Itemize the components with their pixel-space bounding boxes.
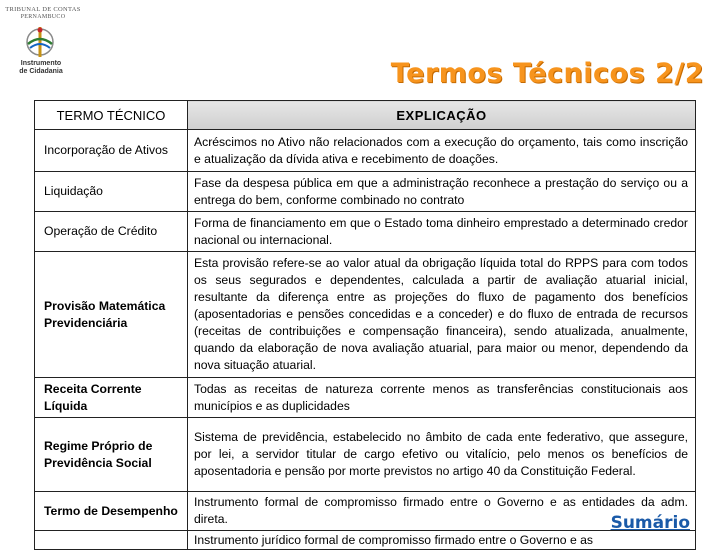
explanation-cell: Fase da despesa pública em que a administração reconhece a prestação do serviço ou a entrega do bem, conforme combinado no contrato xyxy=(188,172,696,212)
table-header-row xyxy=(35,101,696,130)
technical-terms-table xyxy=(34,100,696,550)
term-cell xyxy=(35,531,188,550)
coat-of-arms-icon xyxy=(22,24,58,60)
table-row xyxy=(35,172,696,212)
logo-caption-line1: Instrumento xyxy=(20,60,62,67)
logo-text-line2: PERNAMBUCO xyxy=(20,14,66,20)
explanation-cell: Instrumento jurídico formal de compromisso firmado entre o Governo e as xyxy=(188,531,696,550)
explanation-cell: Esta provisão refere-se ao valor atual da obrigação líquida total do RPPS para com todos os seus segurados e dependentes, calculada a partir de avaliação atuarial inicial, resultante da diferença entre as projeções do fluxo de pagamento dos benefícios (aposentadorias e pensões concedidas e a conceder) e do fluxo de entrada de recursos (receitas de contribuições e compensação financeira), sendo atualizada, anualmente, quando da elaboração de nova avaliação atuarial, para maior ou menor, dependendo da nova situação atuarial. xyxy=(188,252,696,378)
term-cell: Termo de Desempenho xyxy=(35,492,188,531)
explanation-column-header: EXPLICAÇÃO xyxy=(188,101,696,130)
table-row xyxy=(35,212,696,252)
term-cell: Operação de Crédito xyxy=(35,212,188,252)
table-row xyxy=(35,252,696,378)
table-row xyxy=(35,130,696,172)
term-column-header: TERMO TÉCNICO xyxy=(35,101,188,130)
logo-text-line1: TRIBUNAL DE CONTAS xyxy=(5,6,81,13)
page-title: Termos Técnicos 2/2 xyxy=(390,58,704,89)
table-row xyxy=(35,492,696,531)
term-cell: Receita Corrente Líquida xyxy=(35,378,188,418)
explanation-cell: Todas as receitas de natureza corrente menos as transferências constitucionais aos municípios e as duplicidades xyxy=(188,378,696,418)
term-cell: Provisão Matemática Previdenciária xyxy=(35,252,188,378)
term-cell: Regime Próprio de Previdência Social xyxy=(35,418,188,492)
logo-caption-line2: de Cidadania xyxy=(19,68,63,75)
explanation-cell: Forma de financiamento em que o Estado toma dinheiro emprestado a determinado credor nacional ou internacional. xyxy=(188,212,696,252)
table-row xyxy=(35,418,696,492)
table-row xyxy=(35,531,696,550)
term-cell: Incorporação de Ativos xyxy=(35,130,188,172)
explanation-cell: Sistema de previdência, estabelecido no âmbito de cada ente federativo, que assegure, por lei, a servidor titular de cargo efetivo ou vitalício, pelo menos os benefícios de aposentadoria e pensão por morte previstos no artigo 40 da Constituição Federal. xyxy=(188,418,696,492)
table-row xyxy=(35,378,696,418)
tce-logo xyxy=(0,0,86,80)
explanation-cell: Acréscimos no Ativo não relacionados com a execução do orçamento, tais como inscrição e atualização da dívida ativa e recebimento de doações. xyxy=(188,130,696,172)
term-cell: Liquidação xyxy=(35,172,188,212)
sumario-link[interactable]: Sumário xyxy=(610,513,690,533)
explanation-cell: Instrumento formal de compromisso firmado entre o Governo e as entidades da adm. direta. xyxy=(188,492,696,531)
